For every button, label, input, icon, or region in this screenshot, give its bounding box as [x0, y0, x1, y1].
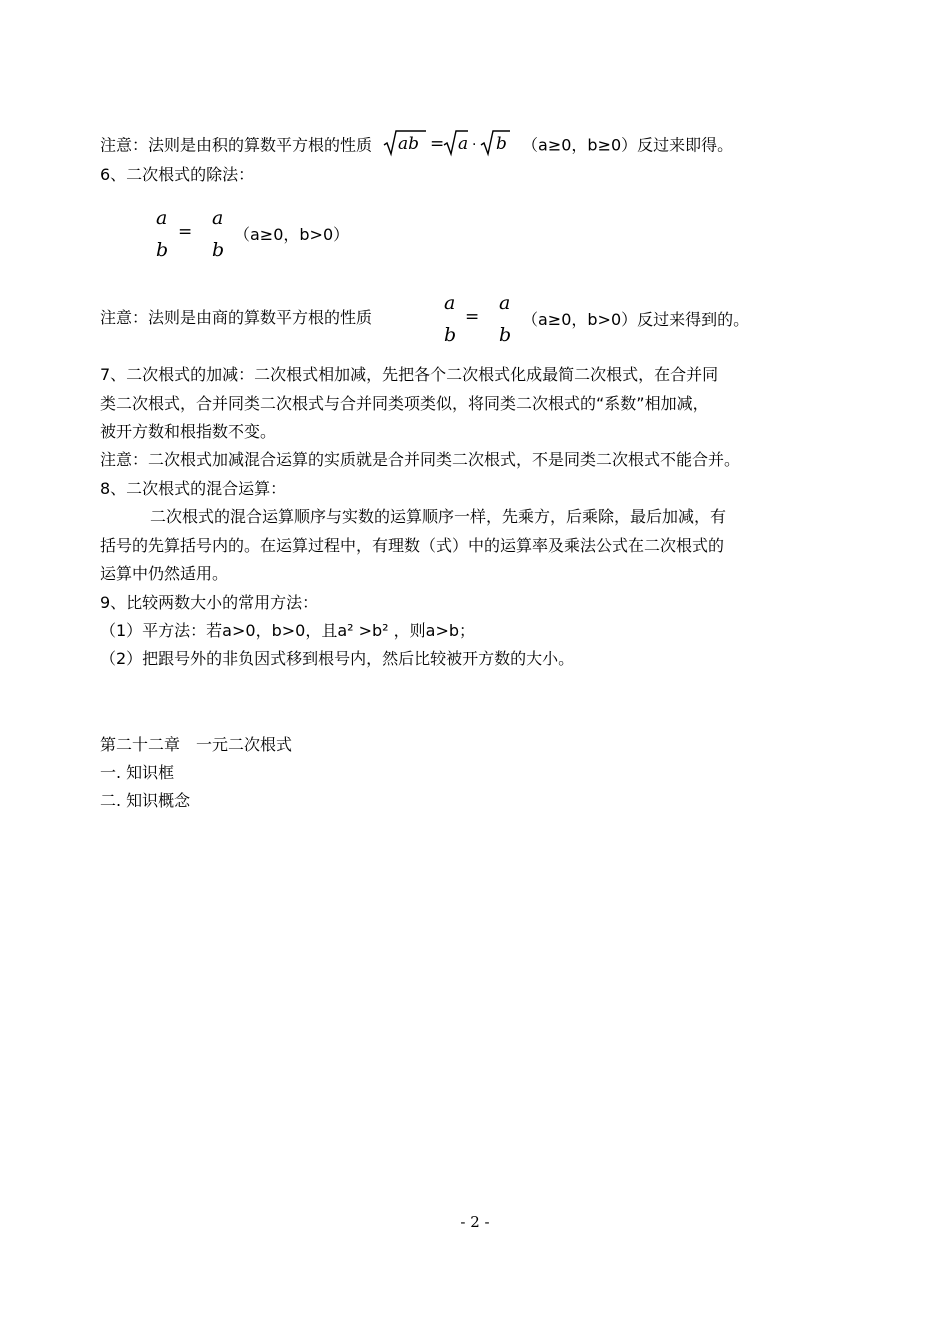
fraction-right-denominator: b [212, 239, 225, 261]
note1-suffix: （a≥0，b≥0）反过来即得。 [522, 135, 734, 155]
svg-text:=: = [430, 134, 445, 154]
fraction-left-denominator: b [156, 239, 169, 261]
equals-sign: = [178, 222, 193, 242]
item7-line2: 类二次根式，合并同类二次根式与合并同类项类似，将同类二次根式的“系数”相加减， [100, 394, 709, 413]
division-condition: （a≥0，b>0） [234, 225, 350, 244]
item9-method2: （2）把跟号外的非负因式移到根号内，然后比较被开方数的大小。 [100, 649, 575, 668]
item8-line1: 二次根式的混合运算顺序与实数的运算顺序一样，先乘方，后乘除，最后加减，有 [150, 507, 727, 526]
svg-text:·: · [472, 137, 477, 153]
note1-line [100, 128, 733, 164]
note2-right-numerator: a [499, 292, 511, 314]
section-knowledge-concepts: 二. 知识概念 [100, 791, 191, 810]
note1-prefix: 注意：法则是由积的算数平方根的性质 [100, 135, 373, 155]
fraction-left-numerator: a [156, 207, 168, 229]
note2-left-numerator: a [444, 292, 456, 314]
note2-prefix: 注意：法则是由商的算数平方根的性质 [100, 308, 373, 327]
item9-method1: （1）平方法：若a>0，b>0，且a² >b² ，则a>b； [100, 621, 476, 640]
page-number: - 2 - [460, 1213, 490, 1231]
chapter-title: 第二十二章 一元二次根式 [100, 735, 293, 754]
item9-heading: 9、比较两数大小的常用方法： [100, 593, 319, 612]
sqrt-product-formula [382, 128, 512, 164]
item6-heading: 6、二次根式的除法： [100, 165, 255, 184]
fraction-right-numerator: a [212, 207, 224, 229]
item8-line3: 运算中仍然适用。 [100, 564, 229, 583]
item7-line3: 被开方数和根指数不变。 [100, 422, 277, 441]
item8-line2: 括号的先算括号内的。在运算过程中，有理数（式）中的运算率及乘法公式在二次根式的 [100, 536, 725, 555]
note2-equals: = [465, 307, 480, 327]
item8-heading: 8、二次根式的混合运算： [100, 479, 287, 498]
svg-text:a: a [458, 134, 469, 154]
item7-line1: 7、二次根式的加减：二次根式相加减，先把各个二次根式化成最简二次根式，在合并同 [100, 365, 719, 384]
svg-text:b: b [496, 134, 507, 154]
svg-text:ab: ab [398, 134, 420, 154]
note3-line: 注意：二次根式加减混合运算的实质就是合并同类二次根式，不是同类二次根式不能合并。 [100, 450, 741, 469]
note2-suffix: （a≥0，b>0）反过来得到的。 [522, 310, 750, 329]
note2-left-denominator: b [444, 324, 457, 346]
note2-right-denominator: b [499, 324, 512, 346]
section-knowledge-frame: 一. 知识框 [100, 763, 175, 782]
